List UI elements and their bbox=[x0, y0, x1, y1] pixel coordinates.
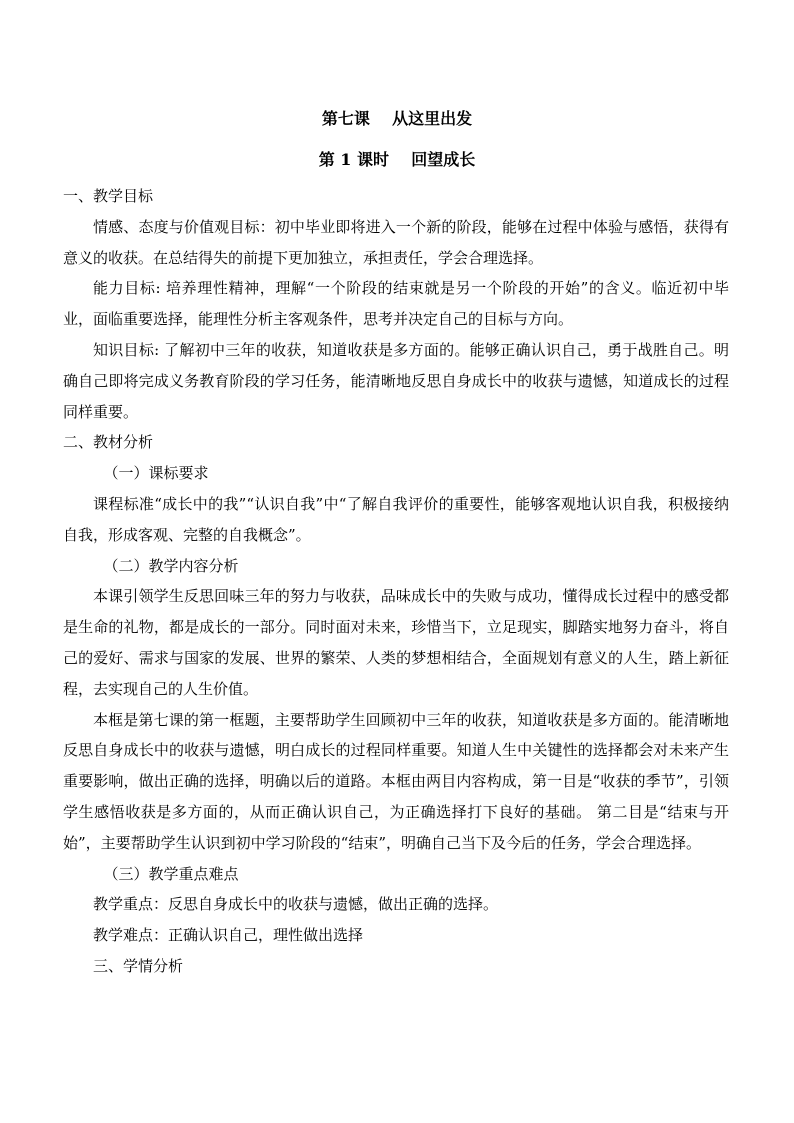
document-body bbox=[63, 181, 729, 982]
paragraph-ability-goal: 能力目标: 培养理性精神，理解“一个阶段的结束就是另一个阶段的开始”的含义。临近初中毕业，面临重要选择，能理性分析主客观条件，思考并决定自己的目标与方向。 bbox=[63, 279, 729, 329]
lesson-title: 第七课 从这里出发 bbox=[321, 109, 473, 128]
paragraph-difficult-point: 教学难点：正确认识自己，理性做出选择 bbox=[93, 926, 364, 945]
paragraph-knowledge-goal: 知识目标: 了解初中三年的收获，知道收获是多方面的。能够正确认识自己，勇于战胜自己。明确自己即将完成义务教育阶段的学习任务，能清晰地反思自身成长中的收获与遗憾，知道成长的过程同样重要。 bbox=[63, 340, 729, 421]
subheading-content-analysis: （二）教学内容分析 bbox=[103, 556, 239, 575]
section-heading-students: 三、学情分析 bbox=[93, 956, 184, 975]
paragraph-content-analysis-2: 本框是第七课的第一框题，主要帮助学生回顾初中三年的收获，知道收获是多方面的。能清晰地反思自身成长中的收获与遗憾，明白成长的过程同样重要。知道人生中关键性的选择都会对未来产生重要影响，做出正确的选择，明确以后的道路。本框由两目内容构成，第一目是“收获的季节”，引领学生感悟收获是多方面的，从而正确认识自己，为正确选择打下良好的基础。 第二目是“结束与开始”，主要帮助学生认识到初中学习阶段的“结束”，明确自己当下及今后的任务，学会合理选择。 bbox=[63, 710, 729, 852]
paragraph-curriculum: 课程标准“成长中的我”“认识自我”中“了解自我评价的重要性，能够客观地认识自我，积极接纳自我，形成客观、完整的自我概念”。 bbox=[63, 494, 729, 544]
paragraph-emotion-goal: 情感、态度与价值观目标：初中毕业即将进入一个新的阶段，能够在过程中体验与感悟，获得有意义的收获。在总结得失的前提下更加独立，承担责任，学会合理选择。 bbox=[63, 217, 729, 267]
section-heading-textbook: 二、教材分析 bbox=[63, 433, 154, 452]
section-heading-objectives: 一、教学目标 bbox=[63, 187, 154, 205]
paragraph-content-analysis-1: 本课引领学生反思回味三年的努力与收获，品味成长中的失败与成功，懂得成长过程中的感受都是生命的礼物，都是成长的一部分。同时面对未来，珍惜当下，立足现实，脚踏实地努力奋斗，将自己的爱好、需求与国家的发展、世界的繁荣、人类的梦想相结合，全面规划有意义的人生，踏上新征程，去实现自己的人生价值。 bbox=[63, 587, 729, 698]
paragraph-key-point: 教学重点：反思自身成长中的收获与遗憾，做出正确的选择。 bbox=[93, 895, 499, 914]
period-title: 第 1 课时 回望成长 bbox=[318, 150, 476, 169]
subheading-curriculum: （一）课标要求 bbox=[103, 464, 209, 483]
subheading-key-points: （三）教学重点难点 bbox=[103, 864, 239, 883]
